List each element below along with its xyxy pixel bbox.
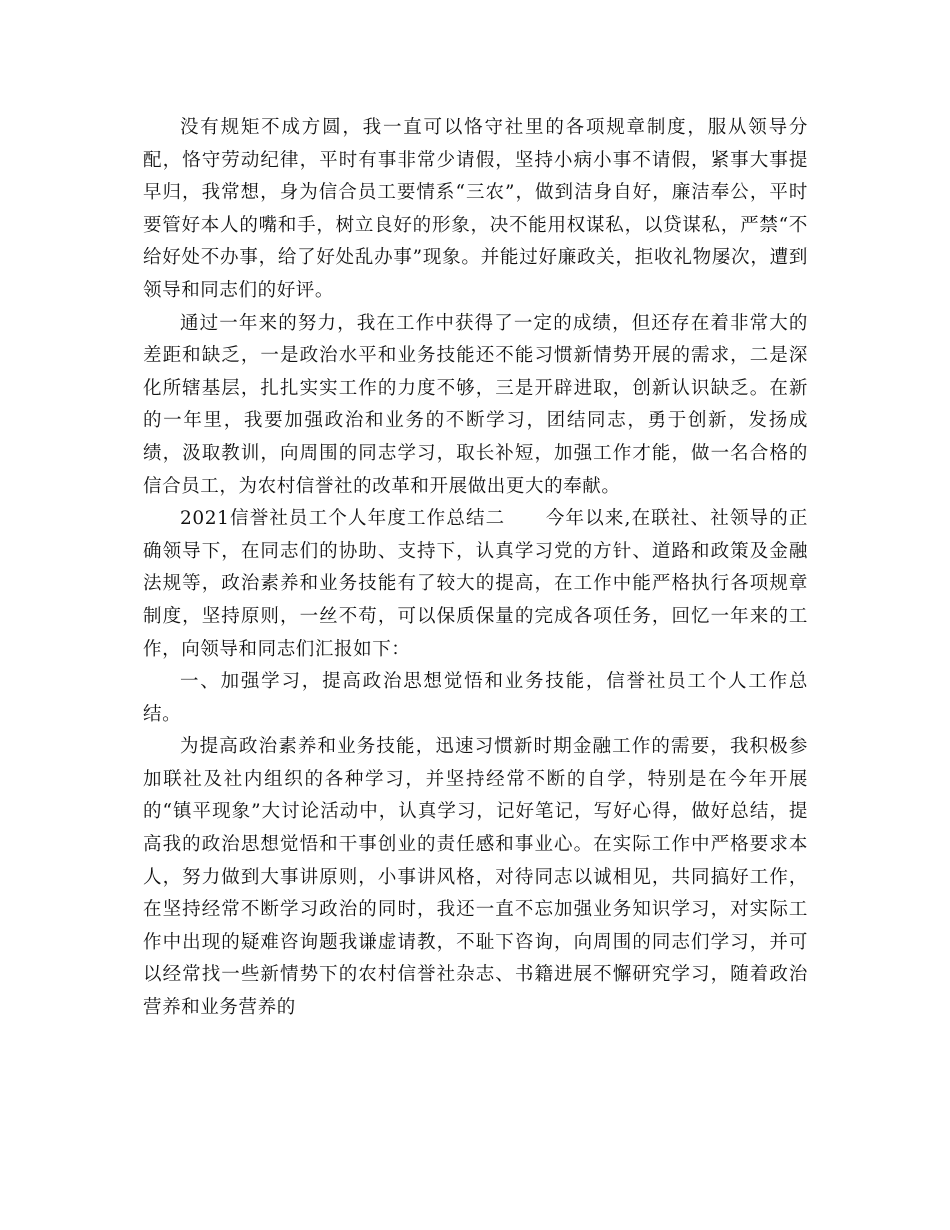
summary-two-intro: 今年以来,在联社、社领导的正确领导下，在同志们的协助、支持下，认真学习党的方针、道路和政策及金融法规等，政治素养和业务技能有了较大的提高，在工作中能严格执行各项规章制度，坚持原则，一丝不苟，可以保质保量的完成各项任务，回忆一年来的工作，向领导和同志们汇报如下：: [143, 508, 808, 660]
paragraph-study: 为提高政治素养和业务技能，迅速习惯新时期金融工作的需要，我积极参加联社及社内组织的各种学习，并坚持经常不断的自学，特别是在今年开展的“镇平现象”大讨论活动中，认真学习，记好笔记，写好心得，做好总结，提高我的政治思想觉悟和干事创业的责任感和事业心。在实际工作中严格要求本人，努力做到大事讲原则，小事讲风格，对待同志以诚相见，共同搞好工作，在坚持经常不断学习政治的同时，我还一直不忘加强业务知识学习，对实际工作中出现的疑难咨询题我谦虚请教，不耻下咨询，向周围的同志们学习，并可以经常找一些新情势下的农村信誉社杂志、书籍进展不懈研究学习，随着政治营养和业务营养的: [143, 736, 808, 1019]
paragraph-summary-two: [143, 503, 808, 666]
section-one-heading: 一、加强学习，提高政治思想觉悟和业务技能，信誉社员工个人工作总结。: [143, 671, 808, 725]
summary-two-heading: 2021信誉社员工个人年度工作总结二: [180, 508, 506, 530]
paragraph-discipline: 没有规矩不成方圆，我一直可以恪守社里的各项规章制度，服从领导分配，恪守劳动纪律，平时有事非常少请假，坚持小病小事不请假，紧事大事提早归，我常想，身为信合员工要情系“三农”，做到洁身自好，廉洁奉公，平时要管好本人的嘴和手，树立良好的形象，决不能用权谋私，以贷谋私，严禁“不给好处不办事，给了好处乱办事”现象。并能过好廉政关，拒收礼物屡次，遭到领导和同志们的好评。: [143, 117, 808, 301]
paragraph-shortcomings: 通过一年来的努力，我在工作中获得了一定的成绩，但还存在着非常大的差距和缺乏，一是政治水平和业务技能还不能习惯新情势开展的需求，二是深化所辖基层，扎扎实实工作的力度不够，三是开辟进取，创新认识缺乏。在新的一年里，我要加强政治和业务的不断学习，团结同志，勇于创新，发扬成绩，汲取教训，向周围的同志学习，取长补短，加强工作才能，做一名合格的信合员工，为农村信誉社的改革和开展做出更大的奉献。: [143, 312, 808, 497]
document-body: [143, 112, 808, 1025]
